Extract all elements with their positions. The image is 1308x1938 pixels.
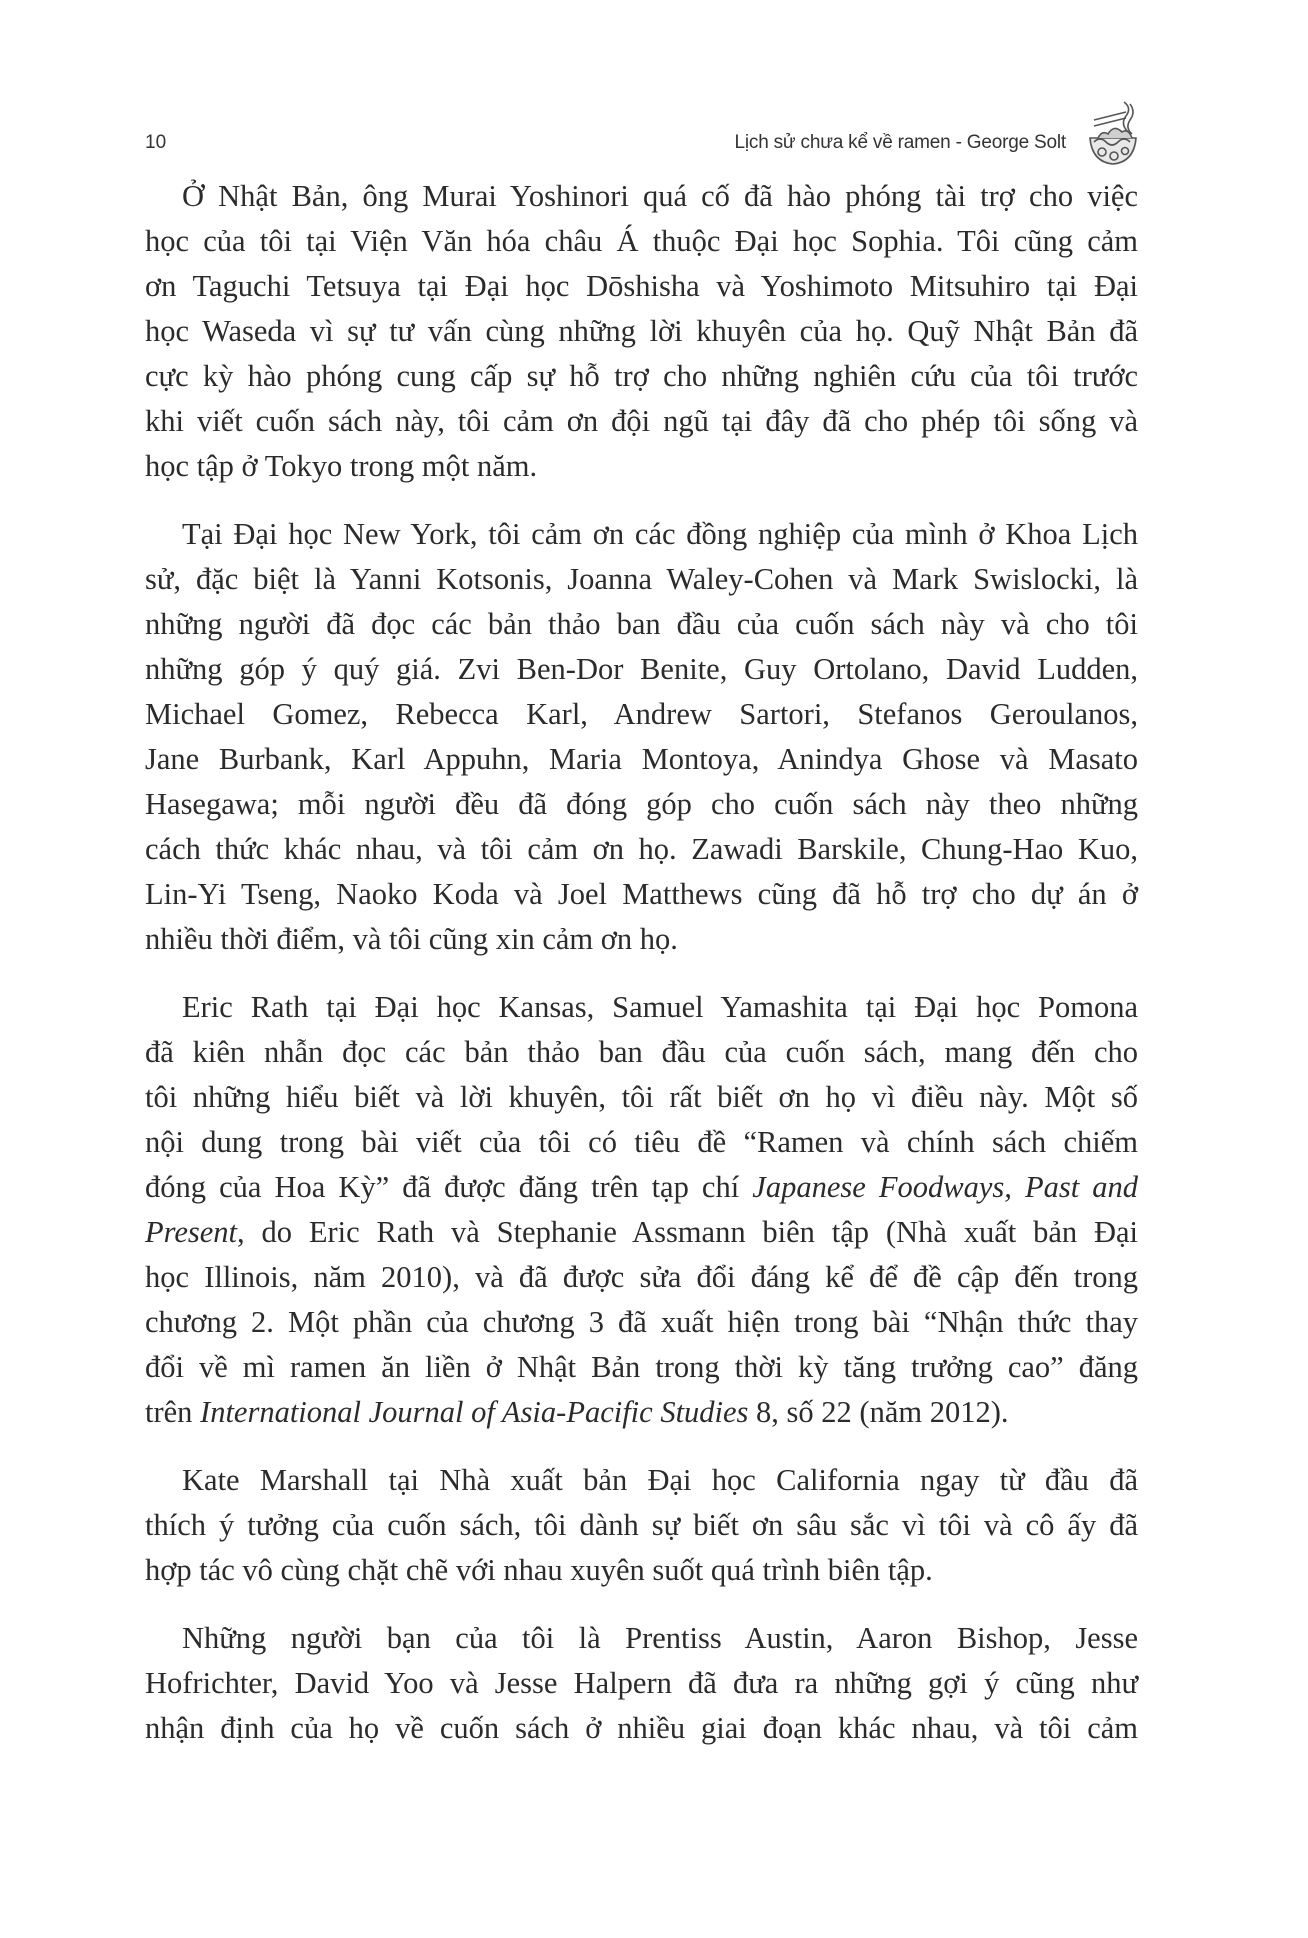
text-segment: Tại Đại học New York, tôi cảm ơn các đồng nghiệp của mình ở Khoa Lịch [182, 517, 1138, 551]
text-segment: sử, đặc biệt là Yanni Kotsonis, Joanna Waley-Cohen và Mark Swislocki, là [145, 562, 1138, 596]
text-segment: Lin-Yi Tseng, Naoko Koda và Joel Matthews cũng đã hỗ trợ cho dự án ở [145, 877, 1138, 911]
italic-title: Present [145, 1215, 238, 1249]
text-line [145, 647, 1138, 692]
text-segment: thích ý tưởng của cuốn sách, tôi dành sự biết ơn sâu sắc vì tôi và cô ấy đã [145, 1508, 1138, 1542]
text-segment: cách thức khác nhau, và tôi cảm ơn họ. Zawadi Barskile, Chung-Hao Kuo, [145, 832, 1138, 866]
paragraph [145, 1616, 1138, 1751]
text-segment: trên [145, 1395, 201, 1429]
italic-title: Japanese Foodways, Past and [752, 1170, 1138, 1204]
text-line [145, 219, 1138, 264]
text-segment: đã kiên nhẫn đọc các bản thảo ban đầu của cuốn sách, mang đến cho [145, 1035, 1138, 1069]
text-line [145, 309, 1138, 354]
text-line [145, 1300, 1138, 1345]
text-line [145, 1120, 1138, 1165]
text-segment: nội dung trong bài viết của tôi có tiêu đề “Ramen và chính sách chiếm [145, 1125, 1138, 1159]
text-segment: chương 2. Một phần của chương 3 đã xuất hiện trong bài “Nhận thức thay [145, 1305, 1138, 1339]
text-line [145, 399, 1138, 444]
text-segment: hợp tác vô cùng chặt chẽ với nhau xuyên suốt quá trình biên tập. [145, 1553, 933, 1587]
body-text [145, 174, 1138, 1774]
text-segment: , do Eric Rath và Stephanie Assmann biên tập (Nhà xuất bản Đại [237, 1215, 1138, 1249]
text-segment: tôi những hiểu biết và lời khuyên, tôi rất biết ơn họ vì điều này. Một số [145, 1080, 1138, 1114]
text-segment: cực kỳ hào phóng cung cấp sự hỗ trợ cho những nghiên cứu của tôi trước [145, 359, 1138, 393]
text-line [145, 1075, 1138, 1120]
text-line [145, 602, 1138, 647]
text-segment: học của tôi tại Viện Văn hóa châu Á thuộc Đại học Sophia. Tôi cũng cảm [145, 224, 1138, 258]
text-segment: nhận định của họ về cuốn sách ở nhiều giai đoạn khác nhau, và tôi cảm [145, 1711, 1138, 1745]
running-title: Lịch sử chưa kể về ramen - George Solt [734, 132, 1066, 153]
text-line [145, 174, 1138, 219]
text-segment: Hasegawa; mỗi người đều đã đóng góp cho cuốn sách này theo những [145, 787, 1138, 821]
text-line [145, 917, 1138, 962]
page-number: 10 [145, 132, 167, 153]
running-header [145, 128, 1138, 162]
paragraph [145, 985, 1138, 1435]
text-line [145, 737, 1138, 782]
text-segment: đổi về mì ramen ăn liền ở Nhật Bản trong thời kỳ tăng trưởng cao” đăng [145, 1350, 1138, 1384]
text-line [145, 1345, 1138, 1390]
text-line [145, 264, 1138, 309]
text-line [145, 1210, 1138, 1255]
text-segment: những người đã đọc các bản thảo ban đầu của cuốn sách này và cho tôi [145, 607, 1138, 641]
text-line [145, 872, 1138, 917]
text-segment: nhiều thời điểm, và tôi cũng xin cảm ơn họ. [145, 922, 678, 956]
text-segment: ơn Taguchi Tetsuya tại Đại học Dōshisha và Yoshimoto Mitsuhiro tại Đại [145, 269, 1138, 303]
text-line [145, 782, 1138, 827]
text-line [145, 1616, 1138, 1661]
text-line [145, 692, 1138, 737]
text-segment: Kate Marshall tại Nhà xuất bản Đại học California ngay từ đầu đã [182, 1463, 1138, 1497]
text-segment: Eric Rath tại Đại học Kansas, Samuel Yamashita tại Đại học Pomona [182, 990, 1138, 1024]
text-segment: Những người bạn của tôi là Prentiss Austin, Aaron Bishop, Jesse [182, 1621, 1138, 1655]
text-segment: những góp ý quý giá. Zvi Ben-Dor Benite, Guy Ortolano, David Ludden, [145, 652, 1138, 686]
text-line [145, 1165, 1138, 1210]
text-segment: Ở Nhật Bản, ông Murai Yoshinori quá cố đã hào phóng tài trợ cho việc [182, 179, 1138, 213]
paragraph [145, 1458, 1138, 1593]
text-segment: học Waseda vì sự tư vấn cùng những lời khuyên của họ. Quỹ Nhật Bản đã [145, 314, 1138, 348]
text-line [145, 1255, 1138, 1300]
text-line [145, 1458, 1138, 1503]
text-segment: học Illinois, năm 2010), và đã được sửa đổi đáng kể để đề cập đến trong [145, 1260, 1138, 1294]
text-segment: 8, số 22 (năm 2012). [748, 1395, 1009, 1429]
text-segment: khi viết cuốn sách này, tôi cảm ơn đội ngũ tại đây đã cho phép tôi sống và [145, 404, 1138, 438]
text-line [145, 985, 1138, 1030]
text-line [145, 827, 1138, 872]
text-segment: Michael Gomez, Rebecca Karl, Andrew Sartori, Stefanos Geroulanos, [145, 697, 1138, 731]
text-line [145, 1661, 1138, 1706]
text-line [145, 354, 1138, 399]
text-line [145, 1706, 1138, 1751]
text-line [145, 512, 1138, 557]
italic-title: International Journal of Asia-Pacific Studies [200, 1395, 749, 1429]
text-segment: Hofrichter, David Yoo và Jesse Halpern đã đưa ra những gợi ý cũng như [145, 1666, 1138, 1700]
text-line [145, 1390, 1138, 1435]
text-line [145, 444, 1138, 489]
ramen-bowl-icon [1086, 98, 1140, 170]
paragraph [145, 174, 1138, 489]
text-line [145, 557, 1138, 602]
text-line [145, 1548, 1138, 1593]
text-segment: học tập ở Tokyo trong một năm. [145, 449, 538, 483]
text-segment: Jane Burbank, Karl Appuhn, Maria Montoya, Anindya Ghose và Masato [145, 742, 1138, 776]
paragraph [145, 512, 1138, 962]
text-line [145, 1503, 1138, 1548]
text-line [145, 1030, 1138, 1075]
text-segment: đóng của Hoa Kỳ” đã được đăng trên tạp chí [145, 1170, 753, 1204]
